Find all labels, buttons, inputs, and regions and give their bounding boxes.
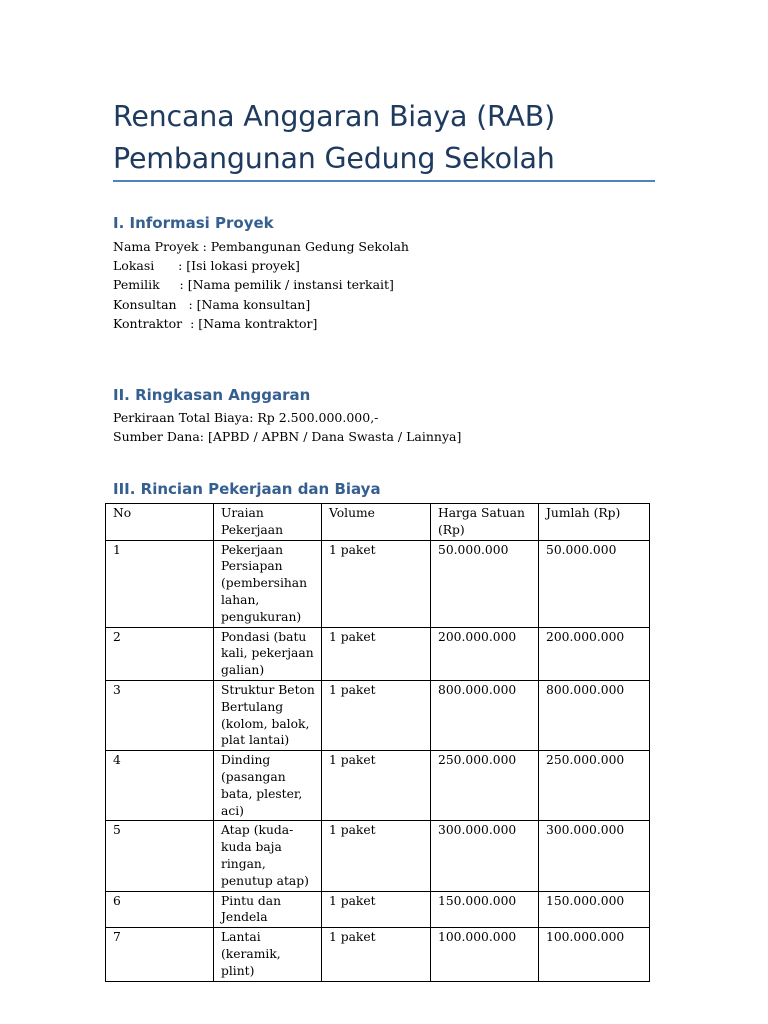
cell-volume: 1 paket [322, 540, 431, 627]
column-header-total: Jumlah (Rp) [539, 504, 650, 541]
cell-description: Struktur Beton Bertulang (kolom, balok, plat lantai) [214, 680, 322, 750]
project-info-block [113, 237, 409, 333]
cell-description: Dinding (pasangan bata, plester, aci) [214, 751, 322, 821]
cell-description: Pintu dan Jendela [214, 891, 322, 928]
cell-volume: 1 paket [322, 751, 431, 821]
table-row [106, 751, 650, 821]
cell-no: 7 [106, 928, 214, 981]
cell-no: 1 [106, 540, 214, 627]
cell-volume: 1 paket [322, 891, 431, 928]
cell-total: 300.000.000 [539, 821, 650, 891]
cell-volume: 1 paket [322, 821, 431, 891]
cell-unit-price: 50.000.000 [431, 540, 539, 627]
section-heading-info: I. Informasi Proyek [113, 214, 274, 232]
cell-no: 2 [106, 627, 214, 680]
table-row [106, 627, 650, 680]
info-line-project-name: Nama Proyek : Pembangunan Gedung Sekolah [113, 239, 409, 254]
cell-unit-price: 200.000.000 [431, 627, 539, 680]
cell-no: 6 [106, 891, 214, 928]
cell-unit-price: 300.000.000 [431, 821, 539, 891]
cell-total: 200.000.000 [539, 627, 650, 680]
table-row [106, 540, 650, 627]
cell-unit-price: 100.000.000 [431, 928, 539, 981]
table-row [106, 891, 650, 928]
table-row [106, 821, 650, 891]
cost-table [105, 503, 650, 982]
cell-description: Atap (kuda-kuda baja ringan, penutup atap) [214, 821, 322, 891]
cell-unit-price: 800.000.000 [431, 680, 539, 750]
cell-total: 100.000.000 [539, 928, 650, 981]
document-title [113, 96, 673, 180]
summary-line-total: Perkiraan Total Biaya: Rp 2.500.000.000,- [113, 410, 379, 425]
column-header-volume: Volume [322, 504, 431, 541]
table-header-row [106, 504, 650, 541]
cell-volume: 1 paket [322, 680, 431, 750]
cell-total: 250.000.000 [539, 751, 650, 821]
cell-total: 50.000.000 [539, 540, 650, 627]
cell-total: 150.000.000 [539, 891, 650, 928]
cell-no: 4 [106, 751, 214, 821]
column-header-unit-price: Harga Satuan (Rp) [431, 504, 539, 541]
summary-line-funding: Sumber Dana: [APBD / APBN / Dana Swasta / Lainnya] [113, 429, 462, 445]
cell-unit-price: 150.000.000 [431, 891, 539, 928]
table-row [106, 928, 650, 981]
cell-volume: 1 paket [322, 627, 431, 680]
cell-no: 5 [106, 821, 214, 891]
cell-unit-price: 250.000.000 [431, 751, 539, 821]
info-line-location: Lokasi : [Isi lokasi proyek] [113, 258, 300, 274]
column-header-no: No [106, 504, 214, 541]
cell-description: Pekerjaan Persiapan (pembersihan lahan, pengukuran) [214, 540, 322, 627]
column-header-description: Uraian Pekerjaan [214, 504, 322, 541]
table-row [106, 680, 650, 750]
info-line-contractor: Kontraktor : [Nama kontraktor] [113, 315, 318, 331]
title-line-1: Rencana Anggaran Biaya (RAB) [113, 100, 556, 133]
section-heading-summary: II. Ringkasan Anggaran [113, 386, 311, 404]
budget-summary-block [113, 408, 461, 446]
section-heading-details: III. Rincian Pekerjaan dan Biaya [113, 480, 381, 498]
cell-total: 800.000.000 [539, 680, 650, 750]
cell-description: Lantai (keramik, plint) [214, 928, 322, 981]
title-underline [113, 180, 655, 182]
cell-no: 3 [106, 680, 214, 750]
cell-volume: 1 paket [322, 928, 431, 981]
info-line-owner: Pemilik : [Nama pemilik / instansi terkait] [113, 277, 394, 293]
cell-description: Pondasi (batu kali, pekerjaan galian) [214, 627, 322, 680]
title-line-2: Pembangunan Gedung Sekolah [113, 142, 555, 175]
info-line-consultant: Konsultan : [Nama konsultan] [113, 296, 311, 312]
